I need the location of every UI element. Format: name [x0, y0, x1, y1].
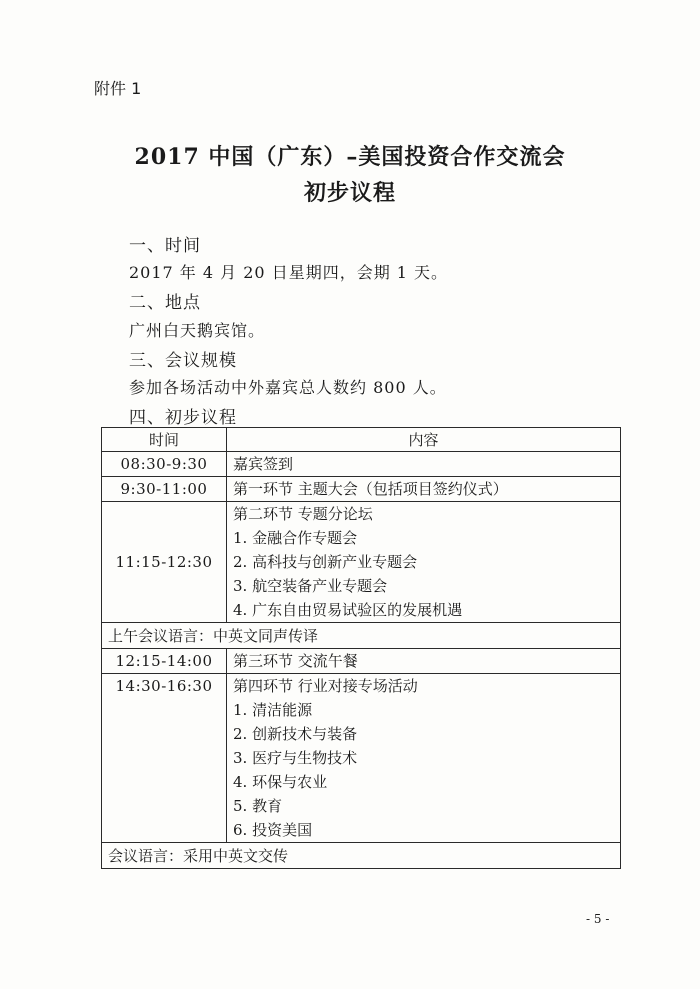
content-line: 4. 环保与农业	[233, 773, 328, 791]
row-time: 9:30-11:00	[102, 477, 227, 502]
content-line: 1. 清洁能源	[233, 701, 313, 719]
content-line: 3. 航空装备产业专题会	[233, 577, 388, 595]
place-heading: 二、地点	[129, 293, 201, 313]
agenda-table	[101, 427, 621, 869]
row-time: 08:30-9:30	[102, 452, 227, 477]
place-text: 广州白天鹅宾馆。	[129, 321, 266, 340]
row-time-text: 14:30-16:30	[115, 677, 213, 695]
table-row	[102, 452, 621, 477]
header-time: 时间	[102, 428, 227, 452]
row-time: 11:15-12:30	[102, 502, 227, 623]
table-header-row	[102, 428, 621, 452]
attachment-label: 附件 1	[94, 79, 142, 98]
content-line: 第二环节 专题分论坛	[233, 505, 373, 523]
content-line: 1. 金融合作专题会	[233, 529, 358, 547]
language-note: 会议语言：采用中英文交传	[102, 843, 621, 869]
content-line: 5. 教育	[233, 797, 283, 815]
agenda-heading: 四、初步议程	[129, 408, 237, 428]
table-row	[102, 674, 621, 843]
time-heading: 一、时间	[129, 236, 201, 256]
content-line: 嘉宾签到	[233, 455, 294, 473]
page-number: - 5 -	[586, 912, 610, 926]
time-text: 2017 年 4 月 20 日星期四，会期 1 天。	[129, 263, 449, 282]
row-content	[227, 502, 621, 623]
table-row	[102, 649, 621, 674]
header-content: 内容	[227, 428, 621, 452]
row-time	[102, 674, 227, 843]
morning-language-note: 上午会议语言：中英文同声传译	[102, 623, 621, 649]
scale-heading: 三、会议规模	[129, 351, 237, 371]
document-subtitle: 初步议程	[303, 180, 396, 206]
scale-text: 参加各场活动中外嘉宾总人数约 800 人。	[129, 378, 447, 397]
content-line: 3. 医疗与生物技术	[233, 749, 358, 767]
content-line: 第四环节 行业对接专场活动	[233, 677, 418, 695]
content-line: 2. 高科技与创新产业专题会	[233, 553, 418, 571]
content-line: 2. 创新技术与装备	[233, 725, 358, 743]
table-row	[102, 623, 621, 649]
content-line: 4. 广东自由贸易试验区的发展机遇	[233, 601, 463, 619]
content-line: 6. 投资美国	[233, 821, 313, 839]
row-content	[227, 649, 621, 674]
table-row	[102, 502, 621, 623]
content-line: 第三环节 交流午餐	[233, 652, 358, 670]
row-time: 12:15-14:00	[102, 649, 227, 674]
table-row	[102, 477, 621, 502]
document-title: 2017 中国（广东）–美国投资合作交流会	[134, 144, 566, 170]
row-content	[227, 452, 621, 477]
row-content	[227, 674, 621, 843]
row-content	[227, 477, 621, 502]
table-row	[102, 843, 621, 869]
content-line: 第一环节 主题大会（包括项目签约仪式）	[233, 480, 508, 498]
